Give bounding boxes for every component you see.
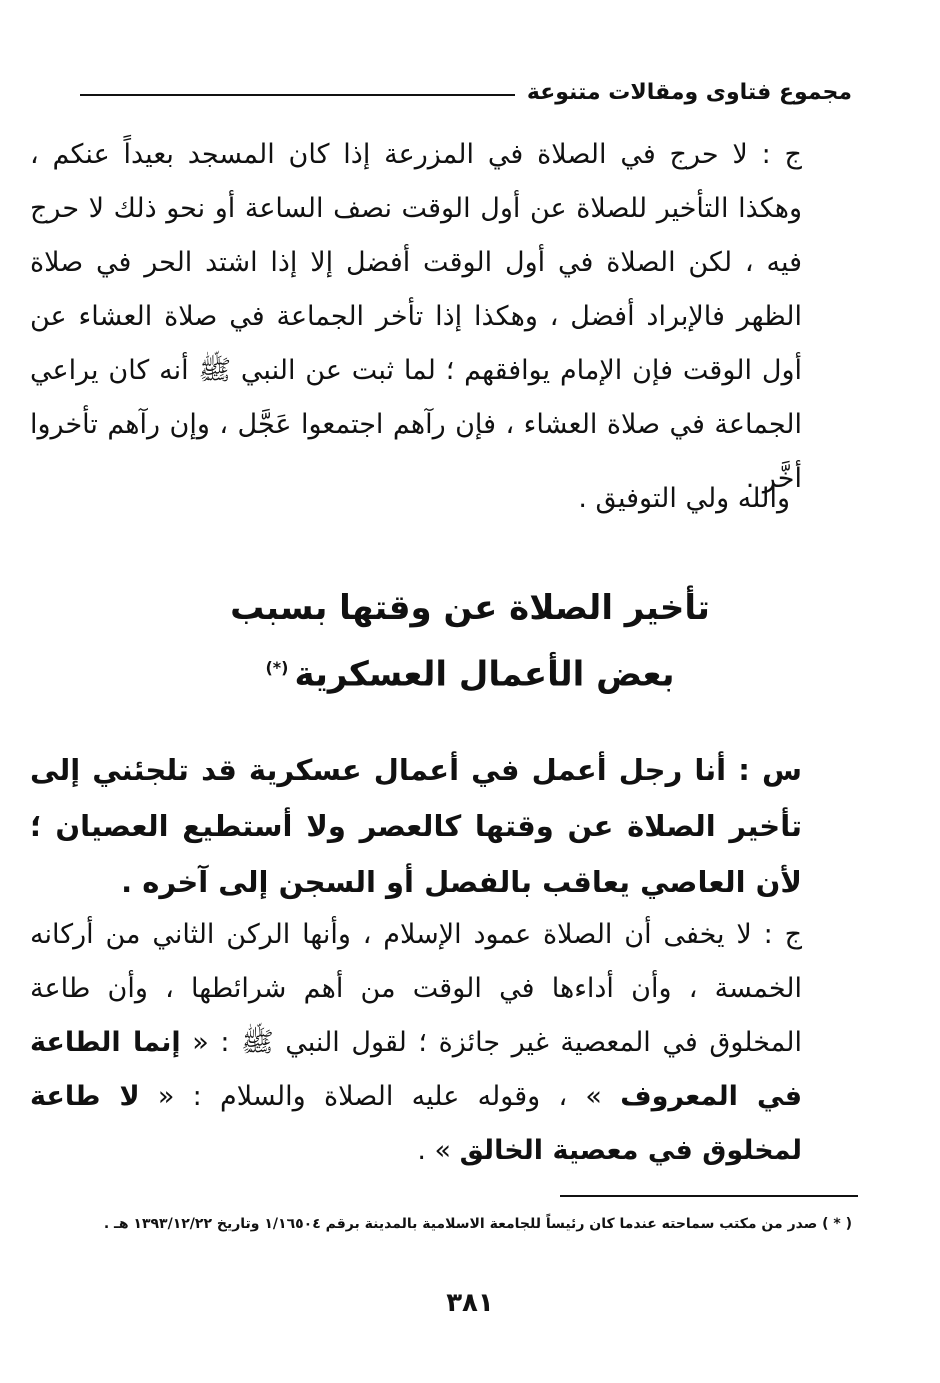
answer-paragraph-1 [30,128,852,506]
hadith-quote-1: إنما الطاعة في المعروف [30,1027,802,1112]
answer-2-part-2: » ، وقوله عليه الصلاة والسلام : « [139,1081,621,1112]
footnote-divider [560,1195,858,1197]
header-title: مجموع فتاوى ومقالات متنوعة [526,79,852,105]
section-title-line-2: بعض الأعمال العسكرية [294,654,675,695]
hadith-quote-2: لا طاعة لمخلوق في معصية الخالق [30,1081,802,1166]
question-text: س : أنا رجل أعمل في أعمال عسكرية قد تلجئني إلى تأخير الصلاة عن وقتها كالعصر ولا أستطيع العصيان ؛ لأن العاصي يعاقب بالفصل أو السجن إلى آخره . [30,753,802,899]
section-title [140,578,800,704]
answer-2-part-1: ج : لا يخفى أن الصلاة عمود الإسلام ، وأنها الركن الثاني من أركانه الخمسة ، وأن أداءها في الوقت من أهم شرائطها ، وأن طاعة المخلوق في المعصية غير جائزة ؛ لقول النبي ﷺ : « [30,919,802,1058]
page-number: ٣٨١ [446,1288,494,1318]
footnote-marker: (*) [265,658,289,677]
question-paragraph [30,742,852,910]
closing-line: والله ولي التوفيق . [578,483,790,514]
section-title-line-2-wrap [140,638,800,704]
section-title-line-1: تأخير الصلاة عن وقتها بسبب [230,588,710,628]
running-header [80,72,852,112]
footnote: ( * ) صدر من مكتب سماحته عندما كان رئيساً للجامعة الاسلامية بالمدينة برقم ١/١٦٥٠٤ وتاريخ ١٣٩٣/١٢/٢٢ هـ . [103,1216,852,1232]
answer-2-part-3: » . [417,1135,460,1166]
answer-paragraph-2 [30,908,852,1178]
header-rule [80,94,515,96]
answer-1-text: ج : لا حرج في الصلاة في المزرعة إذا كان المسجد بعيداً عنكم ، وهكذا التأخير للصلاة عن أول الوقت نصف الساعة أو نحو ذلك لا حرج فيه ، لكن الصلاة في أول الوقت أفضل إلا إذا اشتد الحر في صلاة الظهر فالإبراد أفضل ، وهكذا إذا تأخر الجماعة في صلاة العشاء عن أول الوقت فإن الإمام يوافقهم ؛ لما ثبت عن النبي ﷺ أنه كان يراعي الجماعة في صلاة العشاء ، فإن رآهم اجتمعوا عَجَّل ، وإن رآهم تأخروا أخَّر . [30,139,802,494]
